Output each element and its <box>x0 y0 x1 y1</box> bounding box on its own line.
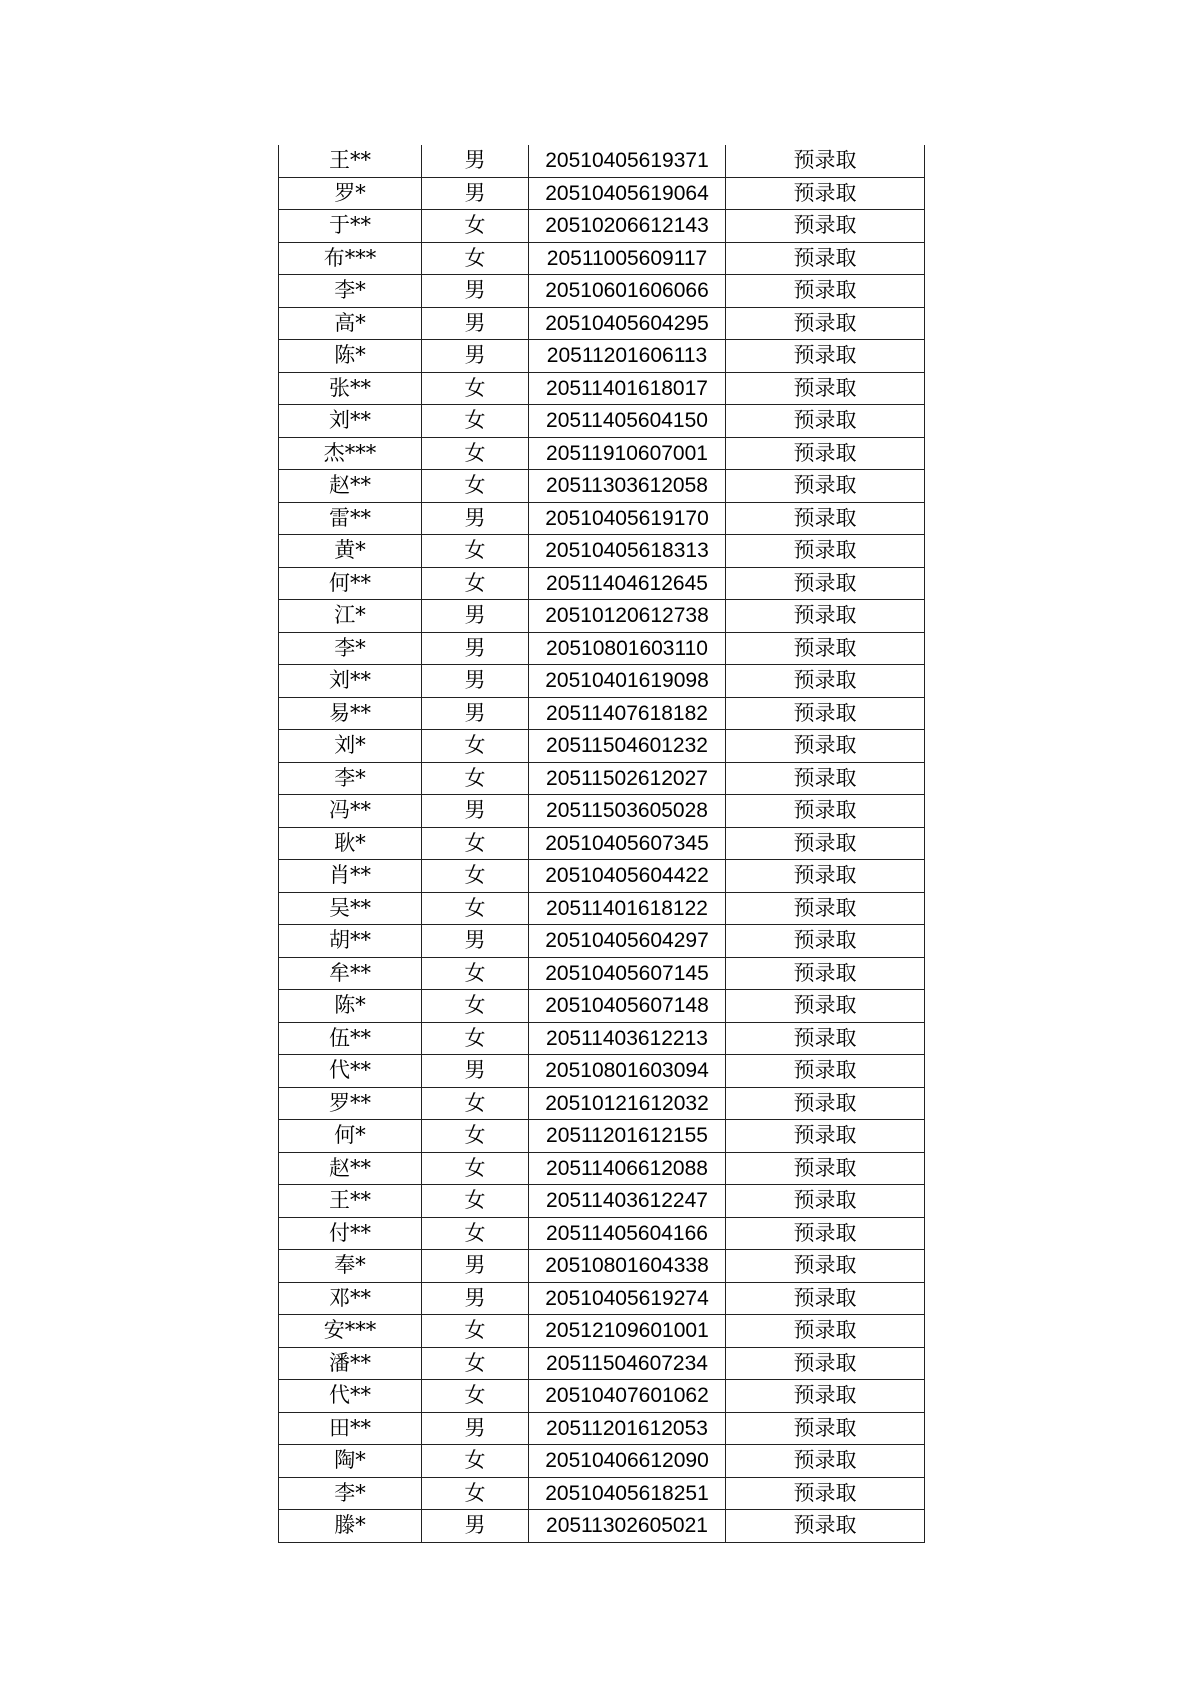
admission-status-cell: 预录取 <box>726 1055 925 1088</box>
student-name-cell: 何* <box>279 1120 422 1153</box>
admission-status-cell: 预录取 <box>726 957 925 990</box>
student-name-cell: 赵** <box>279 1152 422 1185</box>
gender-cell: 女 <box>422 437 529 470</box>
exam-number-cell: 20511401618122 <box>529 892 726 925</box>
exam-number-cell: 20510120612738 <box>529 600 726 633</box>
table-row <box>279 1412 925 1445</box>
student-name-cell: 李* <box>279 1477 422 1510</box>
student-name-cell: 胡** <box>279 925 422 958</box>
table-row <box>279 1152 925 1185</box>
admission-status-cell: 预录取 <box>726 892 925 925</box>
exam-number-cell: 20510206612143 <box>529 210 726 243</box>
admission-status-cell: 预录取 <box>726 697 925 730</box>
table-row <box>279 405 925 438</box>
student-name-cell: 李* <box>279 632 422 665</box>
gender-cell: 男 <box>422 632 529 665</box>
table-row <box>279 957 925 990</box>
admission-status-cell: 预录取 <box>726 1412 925 1445</box>
gender-cell: 女 <box>422 1445 529 1478</box>
table-row <box>279 762 925 795</box>
exam-number-cell: 20510405604295 <box>529 307 726 340</box>
table-row <box>279 210 925 243</box>
table-row <box>279 697 925 730</box>
exam-number-cell: 20510405618251 <box>529 1477 726 1510</box>
student-name-cell: 何** <box>279 567 422 600</box>
exam-number-cell: 20510401619098 <box>529 665 726 698</box>
table-row <box>279 502 925 535</box>
gender-cell: 男 <box>422 925 529 958</box>
student-name-cell: 王** <box>279 145 422 177</box>
exam-number-cell: 20511403612247 <box>529 1185 726 1218</box>
student-name-cell: 奉* <box>279 1250 422 1283</box>
gender-cell: 女 <box>422 1087 529 1120</box>
student-name-cell: 肖** <box>279 860 422 893</box>
admission-status-cell: 预录取 <box>726 730 925 763</box>
exam-number-cell: 20511407618182 <box>529 697 726 730</box>
admission-status-cell: 预录取 <box>726 925 925 958</box>
student-name-cell: 田** <box>279 1412 422 1445</box>
table-row <box>279 177 925 210</box>
exam-number-cell: 20510801604338 <box>529 1250 726 1283</box>
student-name-cell: 张** <box>279 372 422 405</box>
table-row <box>279 275 925 308</box>
exam-number-cell: 20511504607234 <box>529 1347 726 1380</box>
gender-cell: 男 <box>422 340 529 373</box>
gender-cell: 女 <box>422 1152 529 1185</box>
admission-status-cell: 预录取 <box>726 860 925 893</box>
student-name-cell: 付** <box>279 1217 422 1250</box>
gender-cell: 女 <box>422 405 529 438</box>
gender-cell: 女 <box>422 762 529 795</box>
gender-cell: 女 <box>422 1185 529 1218</box>
table-row <box>279 1217 925 1250</box>
admission-status-cell: 预录取 <box>726 1022 925 1055</box>
student-name-cell: 潘** <box>279 1347 422 1380</box>
admission-status-cell: 预录取 <box>726 372 925 405</box>
student-name-cell: 代** <box>279 1055 422 1088</box>
student-name-cell: 伍** <box>279 1022 422 1055</box>
table-row <box>279 827 925 860</box>
gender-cell: 男 <box>422 1510 529 1543</box>
exam-number-cell: 20510405604297 <box>529 925 726 958</box>
admission-status-cell: 预录取 <box>726 1120 925 1153</box>
student-name-cell: 刘** <box>279 405 422 438</box>
admission-status-cell: 预录取 <box>726 145 925 177</box>
gender-cell: 男 <box>422 665 529 698</box>
gender-cell: 女 <box>422 1120 529 1153</box>
admission-status-cell: 预录取 <box>726 990 925 1023</box>
admission-status-cell: 预录取 <box>726 1185 925 1218</box>
exam-number-cell: 20511910607001 <box>529 437 726 470</box>
admission-status-cell: 预录取 <box>726 340 925 373</box>
table-row <box>279 567 925 600</box>
exam-number-cell: 20512109601001 <box>529 1315 726 1348</box>
table-row <box>279 1185 925 1218</box>
table-row <box>279 1250 925 1283</box>
admission-status-cell: 预录取 <box>726 1510 925 1543</box>
table-row <box>279 1347 925 1380</box>
student-name-cell: 赵** <box>279 470 422 503</box>
exam-number-cell: 20510407601062 <box>529 1380 726 1413</box>
exam-number-cell: 20510405607345 <box>529 827 726 860</box>
student-name-cell: 牟** <box>279 957 422 990</box>
student-name-cell: 李* <box>279 762 422 795</box>
student-name-cell: 罗** <box>279 1087 422 1120</box>
table-row <box>279 632 925 665</box>
student-name-cell: 陈* <box>279 340 422 373</box>
student-name-cell: 耿* <box>279 827 422 860</box>
gender-cell: 男 <box>422 1412 529 1445</box>
gender-cell: 男 <box>422 307 529 340</box>
exam-number-cell: 20511201612053 <box>529 1412 726 1445</box>
admission-status-cell: 预录取 <box>726 1477 925 1510</box>
admission-status-cell: 预录取 <box>726 1087 925 1120</box>
student-name-cell: 高* <box>279 307 422 340</box>
admission-status-cell: 预录取 <box>726 632 925 665</box>
gender-cell: 男 <box>422 1055 529 1088</box>
student-name-cell: 代** <box>279 1380 422 1413</box>
admission-status-cell: 预录取 <box>726 1250 925 1283</box>
table-row <box>279 665 925 698</box>
gender-cell: 女 <box>422 957 529 990</box>
table-row <box>279 1087 925 1120</box>
gender-cell: 女 <box>422 1217 529 1250</box>
exam-number-cell: 20511303612058 <box>529 470 726 503</box>
gender-cell: 女 <box>422 1347 529 1380</box>
exam-number-cell: 20510801603094 <box>529 1055 726 1088</box>
exam-number-cell: 20510405607148 <box>529 990 726 1023</box>
table-row <box>279 795 925 828</box>
table-row <box>279 372 925 405</box>
admission-status-cell: 预录取 <box>726 470 925 503</box>
exam-number-cell: 20510406612090 <box>529 1445 726 1478</box>
student-name-cell: 陈* <box>279 990 422 1023</box>
exam-number-cell: 20510405618313 <box>529 535 726 568</box>
student-name-cell: 江* <box>279 600 422 633</box>
exam-number-cell: 20510405607145 <box>529 957 726 990</box>
gender-cell: 男 <box>422 1282 529 1315</box>
table-row <box>279 437 925 470</box>
student-name-cell: 杰*** <box>279 437 422 470</box>
table-row <box>279 1380 925 1413</box>
student-name-cell: 安*** <box>279 1315 422 1348</box>
table-row <box>279 1120 925 1153</box>
admission-status-cell: 预录取 <box>726 1380 925 1413</box>
table-row <box>279 1445 925 1478</box>
exam-number-cell: 20510405619371 <box>529 145 726 177</box>
gender-cell: 男 <box>422 502 529 535</box>
exam-number-cell: 20511504601232 <box>529 730 726 763</box>
exam-number-cell: 20510121612032 <box>529 1087 726 1120</box>
gender-cell: 男 <box>422 600 529 633</box>
student-name-cell: 黄* <box>279 535 422 568</box>
table-row <box>279 860 925 893</box>
gender-cell: 女 <box>422 567 529 600</box>
student-name-cell: 罗* <box>279 177 422 210</box>
table-row <box>279 1477 925 1510</box>
exam-number-cell: 20510801603110 <box>529 632 726 665</box>
admission-status-cell: 预录取 <box>726 1347 925 1380</box>
student-name-cell: 滕* <box>279 1510 422 1543</box>
gender-cell: 女 <box>422 892 529 925</box>
student-name-cell: 冯** <box>279 795 422 828</box>
gender-cell: 女 <box>422 990 529 1023</box>
admission-table-body <box>279 145 925 1542</box>
admission-status-cell: 预录取 <box>726 210 925 243</box>
admission-status-cell: 预录取 <box>726 1445 925 1478</box>
gender-cell: 女 <box>422 827 529 860</box>
exam-number-cell: 20511201612155 <box>529 1120 726 1153</box>
exam-number-cell: 20510601606066 <box>529 275 726 308</box>
admission-status-cell: 预录取 <box>726 762 925 795</box>
gender-cell: 男 <box>422 275 529 308</box>
exam-number-cell: 20511405604150 <box>529 405 726 438</box>
student-name-cell: 于** <box>279 210 422 243</box>
exam-number-cell: 20511401618017 <box>529 372 726 405</box>
table-row <box>279 535 925 568</box>
table-row <box>279 925 925 958</box>
admission-status-cell: 预录取 <box>726 795 925 828</box>
gender-cell: 女 <box>422 210 529 243</box>
student-name-cell: 吴** <box>279 892 422 925</box>
table-row <box>279 470 925 503</box>
gender-cell: 男 <box>422 697 529 730</box>
exam-number-cell: 20511302605021 <box>529 1510 726 1543</box>
exam-number-cell: 20511406612088 <box>529 1152 726 1185</box>
admission-status-cell: 预录取 <box>726 567 925 600</box>
student-name-cell: 易** <box>279 697 422 730</box>
admission-status-cell: 预录取 <box>726 405 925 438</box>
admission-status-cell: 预录取 <box>726 1315 925 1348</box>
admission-status-cell: 预录取 <box>726 437 925 470</box>
gender-cell: 男 <box>422 177 529 210</box>
admission-status-cell: 预录取 <box>726 600 925 633</box>
exam-number-cell: 20510405604422 <box>529 860 726 893</box>
gender-cell: 女 <box>422 242 529 275</box>
gender-cell: 男 <box>422 795 529 828</box>
gender-cell: 女 <box>422 1380 529 1413</box>
gender-cell: 女 <box>422 1315 529 1348</box>
gender-cell: 女 <box>422 470 529 503</box>
admission-status-cell: 预录取 <box>726 1152 925 1185</box>
table-row <box>279 340 925 373</box>
table-row <box>279 242 925 275</box>
table-row <box>279 1510 925 1543</box>
admission-status-cell: 预录取 <box>726 242 925 275</box>
table-row <box>279 990 925 1023</box>
table-row <box>279 307 925 340</box>
exam-number-cell: 20510405619274 <box>529 1282 726 1315</box>
table-row <box>279 892 925 925</box>
student-name-cell: 李* <box>279 275 422 308</box>
exam-number-cell: 20511404612645 <box>529 567 726 600</box>
admission-status-cell: 预录取 <box>726 502 925 535</box>
table-row <box>279 1315 925 1348</box>
admission-status-cell: 预录取 <box>726 177 925 210</box>
admission-status-cell: 预录取 <box>726 665 925 698</box>
table-row <box>279 730 925 763</box>
table-row <box>279 1022 925 1055</box>
exam-number-cell: 20511201606113 <box>529 340 726 373</box>
student-name-cell: 王** <box>279 1185 422 1218</box>
student-name-cell: 刘* <box>279 730 422 763</box>
admission-status-cell: 预录取 <box>726 1282 925 1315</box>
exam-number-cell: 20511503605028 <box>529 795 726 828</box>
exam-number-cell: 20510405619170 <box>529 502 726 535</box>
exam-number-cell: 20510405619064 <box>529 177 726 210</box>
table-row <box>279 1282 925 1315</box>
gender-cell: 女 <box>422 372 529 405</box>
gender-cell: 女 <box>422 860 529 893</box>
gender-cell: 女 <box>422 1477 529 1510</box>
exam-number-cell: 20511005609117 <box>529 242 726 275</box>
table-row <box>279 145 925 177</box>
exam-number-cell: 20511502612027 <box>529 762 726 795</box>
student-name-cell: 布*** <box>279 242 422 275</box>
gender-cell: 男 <box>422 1250 529 1283</box>
gender-cell: 女 <box>422 1022 529 1055</box>
gender-cell: 女 <box>422 730 529 763</box>
admission-status-cell: 预录取 <box>726 827 925 860</box>
gender-cell: 女 <box>422 535 529 568</box>
admission-status-cell: 预录取 <box>726 535 925 568</box>
admission-status-cell: 预录取 <box>726 1217 925 1250</box>
exam-number-cell: 20511405604166 <box>529 1217 726 1250</box>
table-row <box>279 1055 925 1088</box>
student-name-cell: 陶* <box>279 1445 422 1478</box>
student-name-cell: 刘** <box>279 665 422 698</box>
admission-status-cell: 预录取 <box>726 307 925 340</box>
student-name-cell: 邓** <box>279 1282 422 1315</box>
gender-cell: 男 <box>422 145 529 177</box>
table-row <box>279 600 925 633</box>
exam-number-cell: 20511403612213 <box>529 1022 726 1055</box>
admission-table <box>278 145 925 1543</box>
admission-status-cell: 预录取 <box>726 275 925 308</box>
student-name-cell: 雷** <box>279 502 422 535</box>
